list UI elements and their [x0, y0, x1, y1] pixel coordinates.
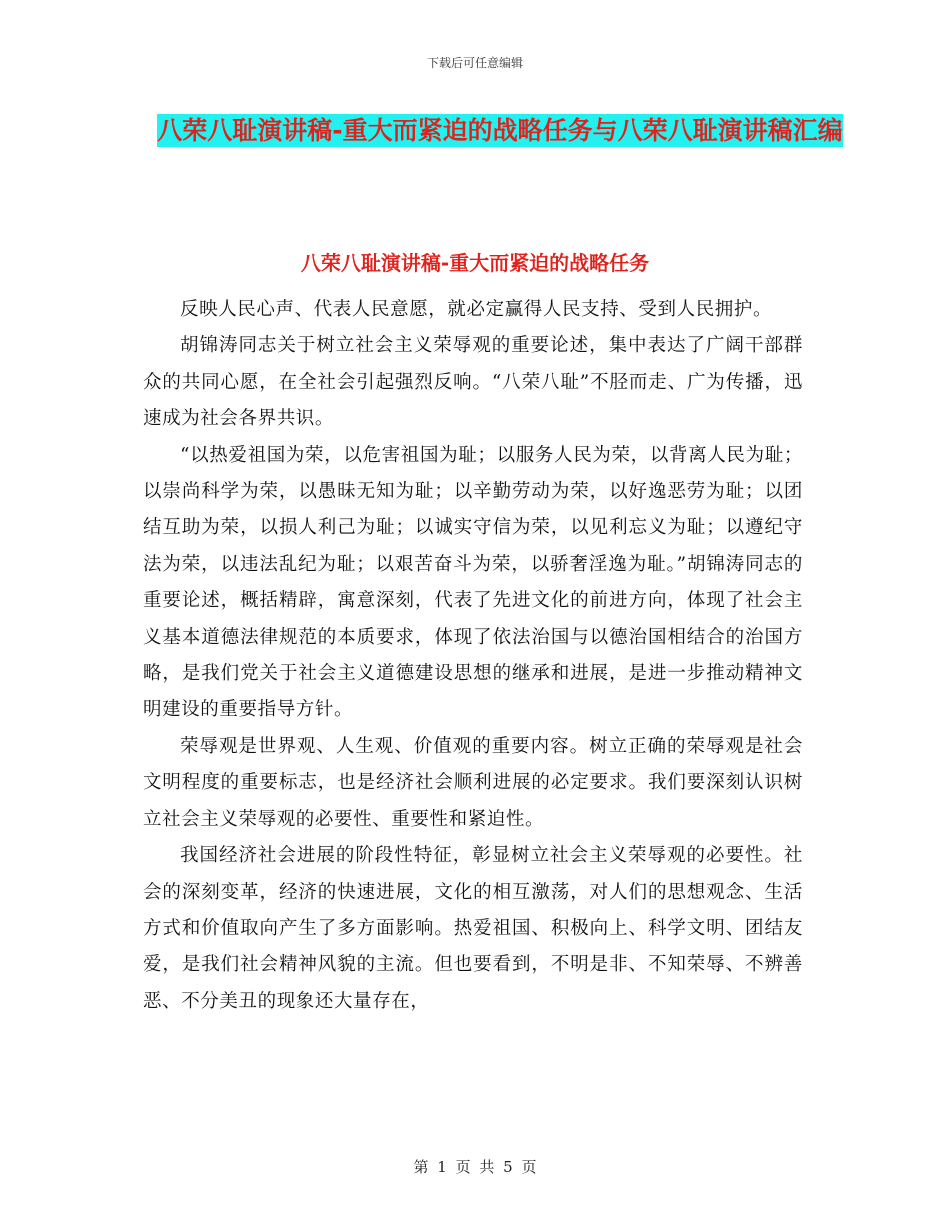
paragraph-4: 荣辱观是世界观、人生观、价值观的重要内容。树立正确的荣辱观是社会文明程度的重要标志，也是经济社会顺利进展的必定要求。我们要深刻认识树立社会主义荣辱观的必要性、重要性和紧迫性。 — [143, 735, 803, 830]
document-title-text: 八荣八耻演讲稿-重大而紧迫的战略任务与八荣八耻演讲稿汇编 — [157, 116, 843, 145]
page-footer: 第 1 页 共 5 页 — [413, 1158, 537, 1176]
paragraph-5: 我国经济社会进展的阶段性特征，彰显树立社会主义荣辱观的必要性。社会的深刻变革，经济的快速进展，文化的相互激荡，对人们的思想观念、生活方式和价值取向产生了多方面影响。热爱祖国、积极向上、科学文明、团结友爱，是我们社会精神风貌的主流。但也要看到，不明是非、不知荣辱、不辨善恶、不分美丑的现象还大量存在， — [143, 845, 803, 1012]
section-title: 八荣八耻演讲稿-重大而紧迫的战略任务 — [300, 251, 650, 275]
paragraph-1: 反映人民心声、代表人民意愿，就必定赢得人民支持、受到人民拥护。 — [180, 299, 773, 320]
document-title — [140, 108, 860, 154]
header-note: 下载后可任意编辑 — [426, 56, 523, 70]
paragraph-3: “以热爱祖国为荣，以危害祖国为耻；以服务人民为荣，以背离人民为耻；以崇尚科学为荣，以愚昧无知为耻；以辛勤劳动为荣，以好逸恶劳为耻；以团结互助为荣，以损人利己为耻；以诚实守信为荣，以见利忘义为耻；以遵纪守法为荣，以违法乱纪为耻；以艰苦奋斗为荣，以骄奢淫逸为耻。”胡锦涛同志的重要论述，概括精辟，寓意深刻，代表了先进文化的前进方向，体现了社会主义基本道德法律规范的本质要求，体现了依法治国与以德治国相结合的治国方略，是我们党关于社会主义道德建设思想的继承和进展，是进一步推动精神文明建设的重要指导方针。 — [143, 444, 803, 721]
paragraph-2: 胡锦涛同志关于树立社会主义荣辱观的重要论述，集中表达了广阔干部群众的共同心愿，在全社会引起强烈反响。“八荣八耻”不胫而走、广为传播，迅速成为社会各界共识。 — [143, 335, 803, 430]
document-body — [143, 292, 803, 1020]
